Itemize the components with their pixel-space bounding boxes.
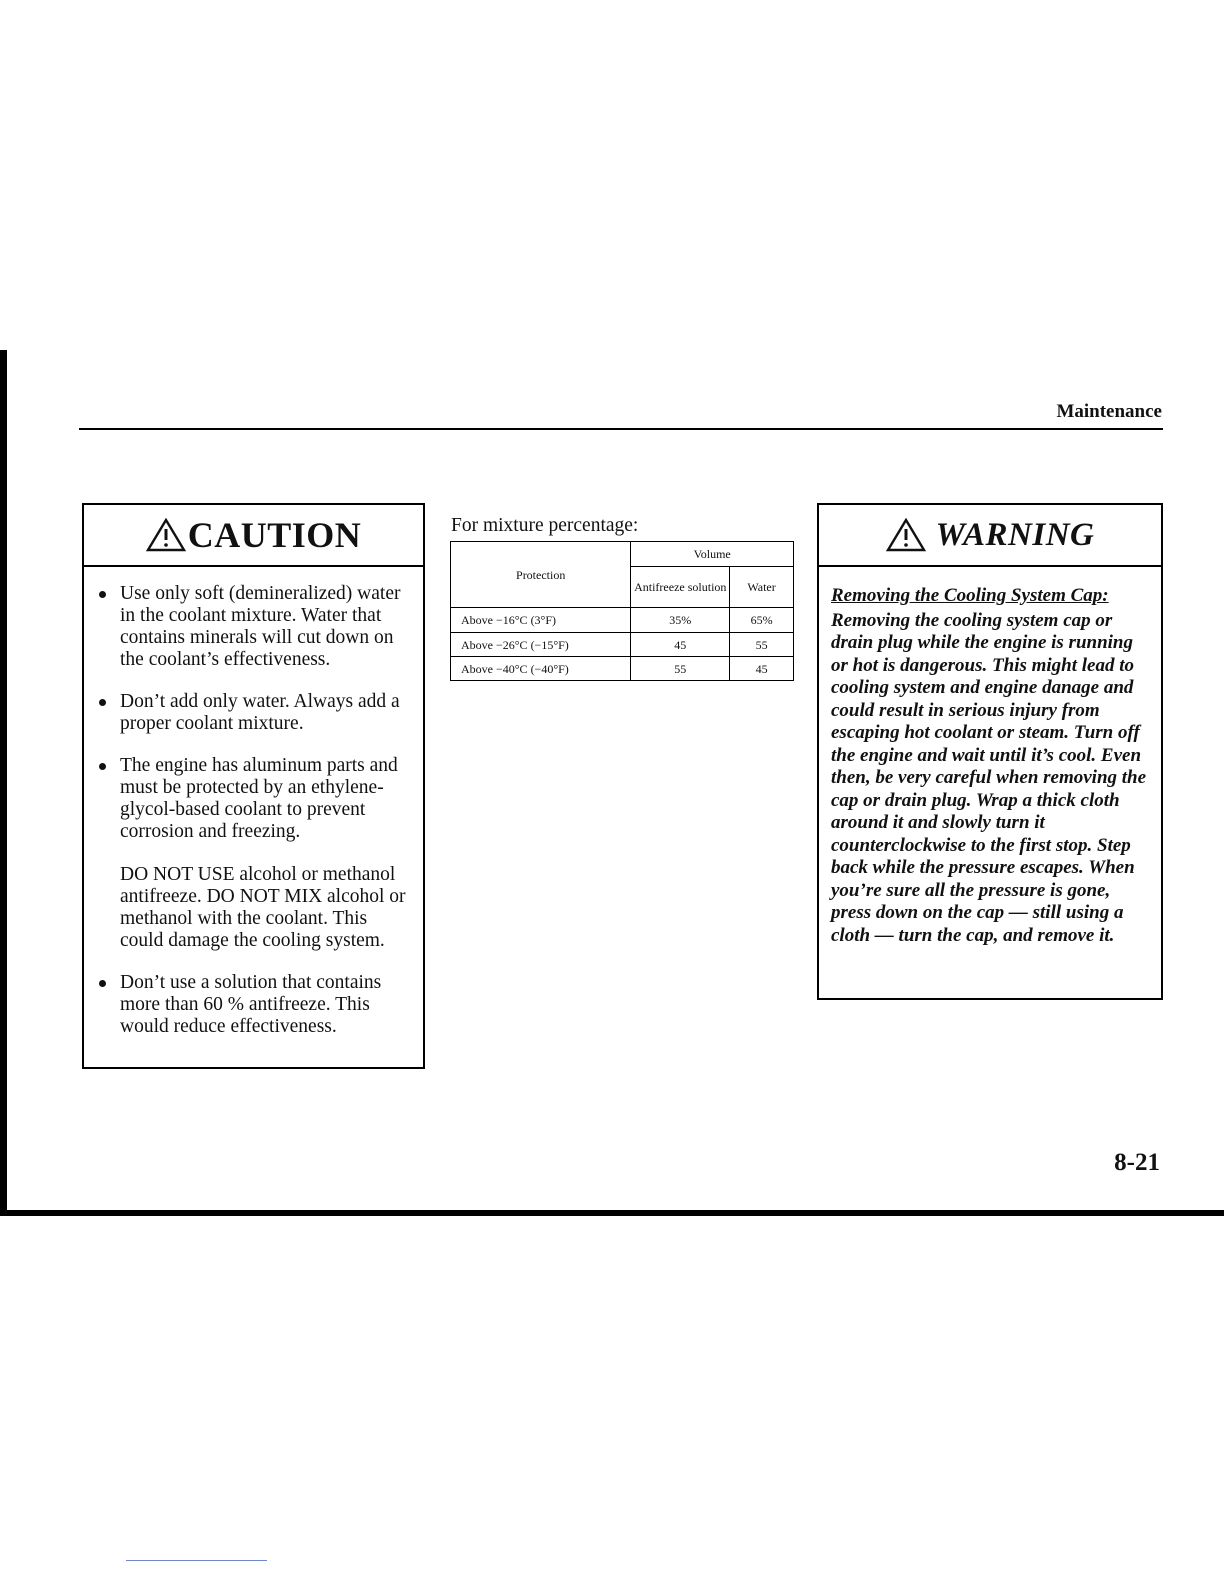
left-edge-bar <box>0 350 7 1216</box>
page-number: 8-21 <box>1114 1149 1160 1176</box>
warning-header <box>819 505 1161 567</box>
footer-line <box>126 1560 267 1561</box>
section-title: Maintenance <box>1056 401 1162 422</box>
antifreeze-cell: 35% <box>631 608 730 633</box>
warning-box <box>817 503 1163 1000</box>
table-row <box>451 657 794 681</box>
volume-header: Volume <box>631 542 794 567</box>
warning-body <box>819 567 1161 947</box>
table-row <box>451 608 794 633</box>
protection-cell: Above −40°C (−40°F) <box>451 657 631 681</box>
table-row <box>451 633 794 657</box>
water-cell: 45 <box>730 657 794 681</box>
header-rule <box>79 428 1163 430</box>
caution-item-text: Use only soft (demineralized) water in the coolant mixture. Water that contains minerals will cut down on the coolant’s effectiveness. <box>120 583 401 670</box>
antifreeze-cell: 45 <box>631 633 730 657</box>
caution-box <box>82 503 425 1069</box>
list-item <box>98 691 413 735</box>
list-item <box>98 972 413 1038</box>
caution-item-text: The engine has aluminum parts and must be protected by an ethylene-glycol-based coolant to prevent corrosion and freezing. <box>120 755 398 842</box>
warning-text: Removing the cooling system cap or drain plug while the engine is running or hot is dangerous. This might lead to cooling system and engine danage and could result in serious injury from escaping hot coolant or steam. Turn off the engine and wait until it’s cool. Even then, be very careful when removing the cap or drain plug. Wrap a thick cloth around it and slowly turn it counterclockwise to the first stop. Step back while the pressure escapes. When you’re sure all the pressure is gone, press down on the cap — still using a cloth — turn the cap, and remove it. <box>831 609 1147 946</box>
caution-item-text: Don’t use a solution that contains more than 60 % antifreeze. This would reduce effectiveness. <box>120 972 382 1037</box>
warning-triangle-icon <box>886 518 926 552</box>
caution-item-note: DO NOT USE alcohol or methanol antifreeze. DO NOT MIX alcohol or methanol with the coolant. This could damage the cooling system. <box>120 864 406 951</box>
water-cell: 65% <box>730 608 794 633</box>
bullet-icon <box>99 699 106 706</box>
antifreeze-cell: 55 <box>631 657 730 681</box>
antifreeze-header: Antifreeze solution <box>631 567 730 608</box>
caution-header <box>84 505 423 567</box>
protection-cell: Above −26°C (−15°F) <box>451 633 631 657</box>
water-cell: 55 <box>730 633 794 657</box>
bullet-icon <box>99 591 106 598</box>
caution-title: CAUTION <box>187 515 362 555</box>
bullet-icon <box>99 763 106 770</box>
warning-title: WARNING <box>935 516 1095 553</box>
warning-heading: Removing the Cooling System Cap: <box>831 585 1109 606</box>
list-item <box>98 755 413 952</box>
caution-item-text: Don’t add only water. Always add a proper coolant mixture. <box>120 691 400 734</box>
bullet-icon <box>99 980 106 987</box>
caution-list <box>84 567 423 1038</box>
mixture-label: For mixture percentage: <box>451 515 639 536</box>
list-item <box>98 583 413 671</box>
protection-cell: Above −16°C (3°F) <box>451 608 631 633</box>
mixture-table <box>450 541 794 681</box>
warning-triangle-icon <box>146 518 186 552</box>
water-header: Water <box>730 567 794 608</box>
protection-header: Protection <box>451 542 631 608</box>
bottom-edge-bar <box>0 1210 1224 1216</box>
